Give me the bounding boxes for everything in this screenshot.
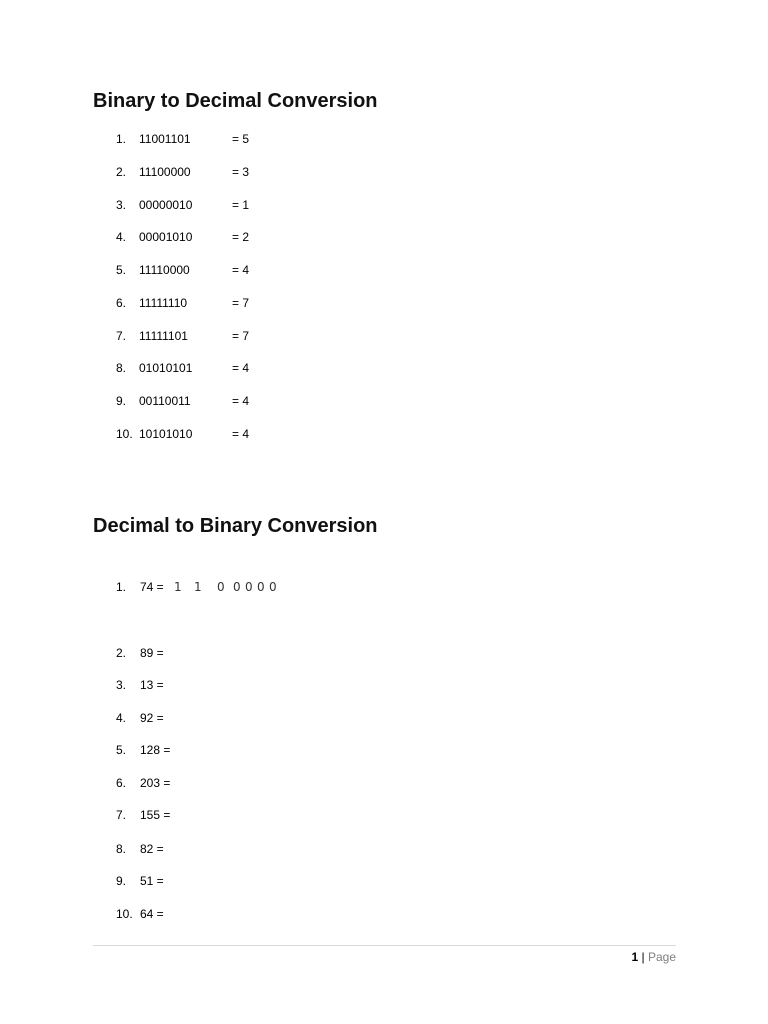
answer-digit: 0 — [257, 580, 265, 594]
decimal-result: = 7 — [232, 296, 250, 310]
answer-digit: 0 — [269, 580, 277, 594]
item-number: 3. — [116, 198, 127, 212]
decimal-value: 82 = — [140, 842, 164, 856]
decimal-value: 64 = — [140, 907, 164, 921]
item-number: 2. — [116, 165, 127, 179]
item-number: 10. — [116, 907, 133, 921]
binary-value: 11110000 — [139, 263, 190, 277]
answer-digit: 0 — [217, 580, 225, 594]
answer-digit: 0 — [233, 580, 241, 594]
decimal-value: 92 = — [140, 711, 164, 725]
decimal-value: 51 = — [140, 874, 164, 888]
footer-separator: | — [641, 950, 645, 964]
binary-value: 00000010 — [139, 198, 193, 212]
binary-value: 11001101 — [139, 132, 191, 146]
section-title-binary-to-decimal: Binary to Decimal Conversion — [93, 90, 378, 112]
decimal-result: = 4 — [232, 361, 250, 375]
decimal-result: = 4 — [232, 427, 250, 441]
page-number: 1 — [631, 950, 639, 964]
item-number: 2. — [116, 646, 127, 660]
binary-value: 11100000 — [139, 165, 191, 179]
decimal-value: 203 = — [140, 776, 171, 790]
answer-digit: 0 — [245, 580, 253, 594]
item-number: 4. — [116, 711, 127, 725]
page-label: Page — [647, 950, 676, 964]
binary-value: 00110011 — [139, 394, 191, 408]
decimal-value: 128 = — [140, 743, 171, 757]
decimal-value: 74 = — [140, 580, 164, 594]
item-number: 1. — [116, 580, 127, 594]
decimal-result: = 7 — [232, 329, 250, 343]
item-number: 5. — [116, 743, 127, 757]
binary-value: 11111101 — [139, 329, 188, 343]
binary-value: 10101010 — [139, 427, 193, 441]
decimal-result: = 4 — [232, 263, 250, 277]
item-number: 4. — [116, 230, 127, 244]
item-number: 10. — [116, 427, 133, 441]
item-number: 8. — [116, 361, 127, 375]
page-footer — [93, 948, 676, 966]
answer-digit: 1 — [174, 580, 182, 594]
item-number: 6. — [116, 296, 127, 310]
item-number: 5. — [116, 263, 127, 277]
item-number: 8. — [116, 842, 127, 856]
decimal-result: = 2 — [232, 230, 250, 244]
decimal-result: = 5 — [232, 132, 250, 146]
binary-value: 11111110 — [139, 296, 188, 310]
item-number: 9. — [116, 394, 127, 408]
decimal-value: 155 = — [140, 808, 171, 822]
binary-value: 00001010 — [139, 230, 193, 244]
section-title-decimal-to-binary: Decimal to Binary Conversion — [93, 515, 378, 537]
item-number: 1. — [116, 132, 127, 146]
item-number: 9. — [116, 874, 127, 888]
item-number: 6. — [116, 776, 127, 790]
binary-value: 01010101 — [139, 361, 193, 375]
answer-digit: 1 — [194, 580, 202, 594]
footer-divider — [93, 945, 676, 946]
item-number: 7. — [116, 808, 127, 822]
item-number: 7. — [116, 329, 127, 343]
decimal-result: = 4 — [232, 394, 250, 408]
item-number: 3. — [116, 678, 127, 692]
decimal-result: = 1 — [232, 198, 250, 212]
decimal-value: 89 = — [140, 646, 164, 660]
decimal-value: 13 = — [140, 678, 164, 692]
decimal-result: = 3 — [232, 165, 250, 179]
